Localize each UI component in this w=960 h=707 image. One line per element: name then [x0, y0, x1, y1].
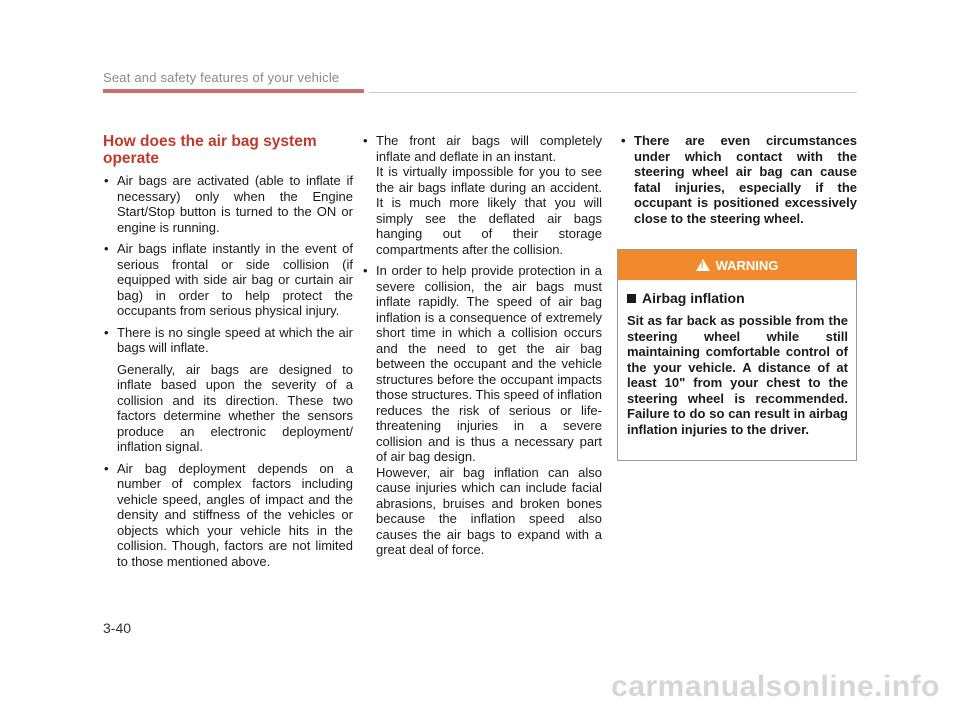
- watermark: carmanualsonline.info: [611, 670, 940, 703]
- page-number: 3-40: [103, 620, 132, 636]
- bullet-list: [103, 173, 353, 569]
- warning-subtitle: Airbag inflation: [642, 290, 745, 306]
- list-item: [362, 133, 602, 257]
- column-1: [103, 133, 353, 575]
- warning-header: [618, 250, 856, 280]
- header-accent-bar: [103, 89, 364, 93]
- list-item: [103, 241, 353, 319]
- square-bullet-icon: [627, 294, 636, 303]
- section-title: How does the air bag system operate: [103, 133, 317, 167]
- bullet-text: • Air bags are activated (able to inflate if necessary) only when the Engine Start/Stop button is turned to the ON or engine is running.: [117, 173, 353, 235]
- warning-label: WARNING: [715, 257, 779, 273]
- list-item: [103, 461, 353, 570]
- bullet-text: • Air bag deployment depends on a number of complex factors including vehicle speed, angles of impact and the density and stiffness of the vehicles or objects which your vehicle hits in the collision. Though, factors are not limited to those mentioned above.: [117, 460, 353, 569]
- column-3: [620, 133, 857, 232]
- warning-text: Sit as far back as possible from the steering wheel while still maintaining comfortable control of the your vehicle. A distance of at least 10" from your chest to the steering wheel is recommended. Failure to do so can result in airbag inflation injuries to the driver.: [627, 313, 848, 437]
- warning-box: [617, 249, 857, 461]
- running-header: Seat and safety features of your vehicle: [103, 70, 340, 85]
- list-item: [620, 133, 857, 226]
- bullet-list: [362, 133, 602, 558]
- warning-subtitle-row: [627, 290, 848, 306]
- column-2: [362, 133, 602, 564]
- bullet-text: • There are even circumstances under which contact with the steering wheel air bag can cause fatal injuries, especially if the occupant is positioned excessively close to the steering wheel.: [634, 133, 857, 226]
- bullet-text: • The front air bags will completely inflate and deflate in an instant.: [376, 133, 602, 164]
- bullet-subtext: Generally, air bags are designed to inflate based upon the severity of a collision and its direction. These two factors determine whether the sensors produce an electronic deployment/ inflation signal.: [117, 361, 353, 454]
- header-rule: [369, 92, 857, 93]
- warning-triangle-icon: [696, 259, 710, 271]
- bullet-text: • There is no single speed at which the air bags will inflate.: [117, 324, 353, 355]
- bullet-text: • Air bags inflate instantly in the event of serious frontal or side collision (if equipped with side air bag or curtain air bag) in order to help protect the occupants from serious physical injury.: [117, 241, 353, 318]
- bullet-list: [620, 133, 857, 226]
- bullet-subtext: However, air bag inflation can also cause injuries which can include facial abrasions, bruises and broken bones because the inflation speed also causes the air bags to expand with a great deal of force.: [376, 464, 602, 557]
- warning-body: [618, 280, 856, 437]
- list-item: [103, 173, 353, 235]
- bullet-subtext: It is virtually impossible for you to see the air bags inflate during an accident. It is much more likely that you will simply see the deflated air bags hanging out of their storage compartments after the collision.: [376, 164, 602, 257]
- list-item: [362, 263, 602, 558]
- bullet-text: • In order to help provide protection in a severe collision, the air bags must inflate rapidly. The speed of air bag inflation is a consequence of extremely short time in which a collision occurs and the need to get the air bag between the occupant and the vehicle structures before the occupant impacts those structures. This speed of inflation reduces the risk of serious or life-threatening injuries in a severe collision and is thus a necessary part of air bag design.: [376, 263, 602, 464]
- list-item: [103, 325, 353, 455]
